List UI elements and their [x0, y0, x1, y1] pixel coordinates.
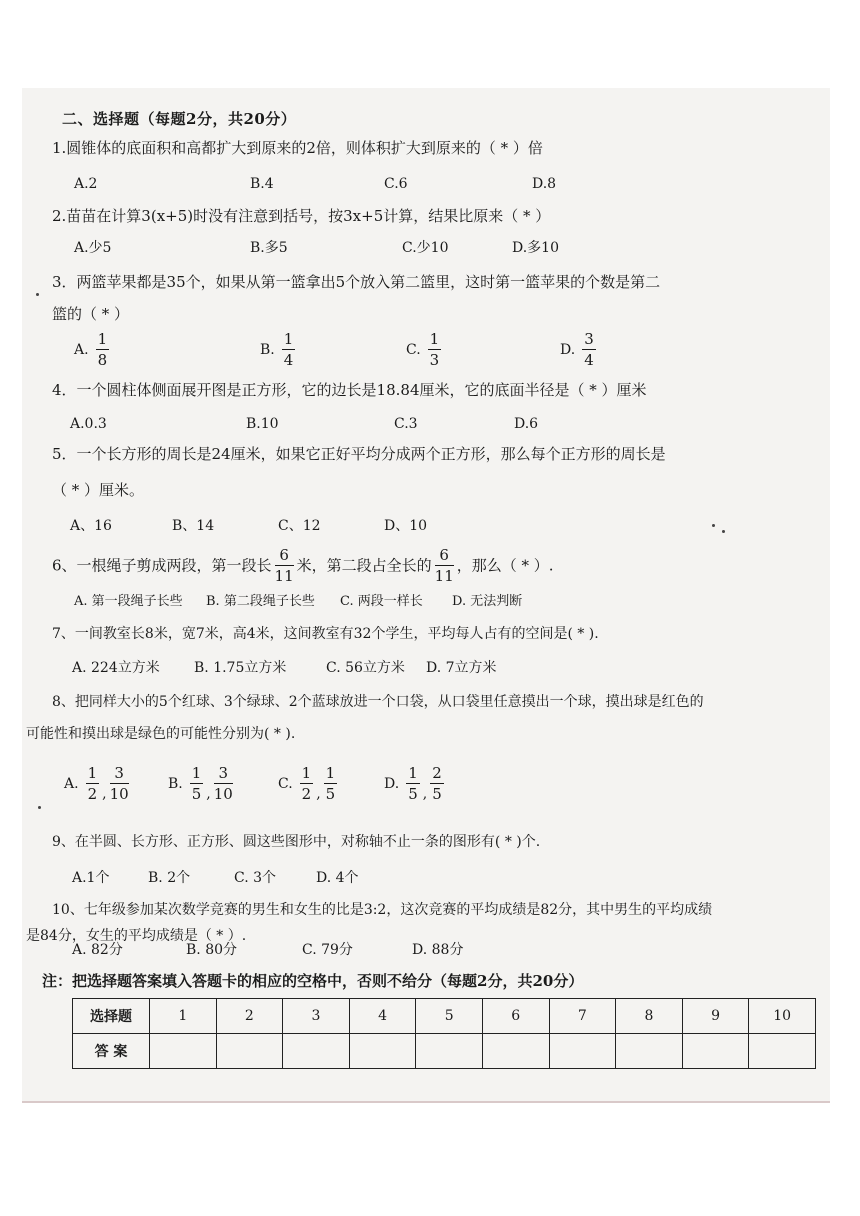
question-10-option-d: D. 88分 [412, 942, 464, 958]
exam-sheet [22, 88, 830, 1103]
fraction-denominator: 5 [191, 785, 202, 803]
fraction [214, 766, 233, 802]
question-7-option-d: D. 7立方米 [426, 660, 497, 676]
question-2-text: 2.苗苗在计算3(x+5)时没有注意到括号，按3x+5计算，结果比原来（ * ） [52, 207, 551, 225]
fraction-numerator: 3 [110, 766, 129, 784]
fraction-numerator: 1 [283, 330, 294, 348]
question-6-option-b: B. 第二段绳子长些 [206, 594, 315, 609]
question-6-option-a: A. 第一段绳子长些 [74, 594, 183, 609]
fraction-numerator: 1 [97, 330, 108, 348]
comma: , [102, 786, 107, 802]
answer-table-col-10: 10 [749, 999, 816, 1034]
answer-cell-10[interactable] [749, 1034, 816, 1069]
answer-table-header-row [73, 999, 816, 1034]
fraction-numerator: 6 [275, 548, 294, 566]
question-6-option-d: D. 无法判断 [452, 594, 523, 609]
comma: , [206, 786, 211, 802]
fraction [435, 548, 454, 584]
question-9-option-b: B. 2个 [148, 870, 191, 886]
scan-speck [722, 530, 725, 533]
question-3-option-a [74, 332, 112, 368]
question-10-option-a: A. 82分 [72, 942, 123, 958]
question-4-option-c: C.3 [394, 416, 418, 432]
fraction-denominator: 3 [429, 351, 440, 369]
answer-cell-8[interactable] [616, 1034, 683, 1069]
option-label: C. [406, 342, 421, 358]
answer-table-col-2: 2 [216, 999, 283, 1034]
fraction-numerator: 2 [432, 764, 442, 782]
answer-table-col-3: 3 [283, 999, 350, 1034]
question-10-option-c: C. 79分 [302, 942, 353, 958]
comma: , [316, 786, 321, 802]
question-7-option-b: B. 1.75立方米 [194, 660, 287, 676]
question-5-option-d: D、10 [384, 518, 428, 534]
question-3-text-line2: 篮的（ * ） [52, 305, 130, 323]
question-3-option-c [406, 332, 444, 368]
answer-cell-5[interactable] [416, 1034, 483, 1069]
fraction-numerator: 1 [325, 764, 336, 782]
question-6-text-b: 米，第二段占全长的 [296, 556, 432, 575]
fraction-denominator: 5 [408, 785, 418, 803]
scan-speck [38, 806, 41, 809]
fraction-numerator: 3 [214, 766, 233, 784]
scan-speck [36, 293, 39, 296]
answer-cell-6[interactable] [482, 1034, 549, 1069]
comma: , [422, 786, 428, 802]
section-title: 二、选择题（每题2分，共20分） [62, 110, 297, 128]
question-4-text: 4．一个圆柱体侧面展开图是正方形，它的边长是18.84厘米，它的底面半径是（ * ）厘米 [52, 381, 647, 399]
option-label: D. [384, 776, 400, 792]
fraction-numerator: 1 [191, 764, 202, 782]
answer-table-col-5: 5 [416, 999, 483, 1034]
option-label: B. [260, 342, 275, 358]
question-3-text-line1: 3．两篮苹果都是35个，如果从第一篮拿出5个放入第二篮里，这时第一篮苹果的个数是第二 [52, 273, 661, 291]
question-8-option-c [278, 766, 340, 802]
question-4-option-b: B.10 [246, 416, 279, 432]
fraction-denominator: 4 [283, 351, 294, 369]
answer-cell-2[interactable] [216, 1034, 283, 1069]
question-8-option-d [384, 766, 447, 802]
question-9-option-a: A.1个 [72, 870, 110, 886]
question-1-option-c: C.6 [384, 176, 408, 192]
answer-note: 注：把选择题答案填入答题卡的相应的空格中，否则不给分（每题2分，共20分） [42, 972, 584, 990]
fraction-denominator: 4 [584, 351, 594, 369]
fraction [110, 766, 129, 802]
question-5-text-line1: 5．一个长方形的周长是24厘米，如果它正好平均分成两个正方形，那么每个正方形的周长是 [52, 445, 666, 463]
fraction [86, 766, 100, 802]
fraction-denominator: 8 [97, 351, 108, 369]
question-8-text-line2: 可能性和摸出球是绿色的可能性分别为( * ). [26, 726, 296, 742]
option-label: C. [278, 776, 293, 792]
scan-speck [712, 524, 715, 527]
answer-cell-1[interactable] [150, 1034, 217, 1069]
question-8-option-a [64, 766, 132, 802]
answer-cell-7[interactable] [549, 1034, 616, 1069]
fraction-numerator: 1 [87, 764, 98, 782]
fraction-denominator: 10 [109, 785, 129, 803]
answer-cell-3[interactable] [283, 1034, 350, 1069]
question-3-option-b [260, 332, 298, 368]
answer-table-col-7: 7 [549, 999, 616, 1034]
question-5-text-line2: （ * ）厘米。 [52, 481, 145, 499]
question-4-option-a: A.0.3 [70, 416, 107, 432]
question-7-text: 7、一间教室长8米，宽7米，高4米，这间教室有32个学生，平均每人占有的空间是( * ). [52, 626, 599, 642]
question-1-option-a: A.2 [74, 176, 98, 192]
question-7-option-a: A. 224立方米 [72, 660, 160, 676]
fraction-denominator: 11 [274, 567, 294, 585]
question-5-option-a: A、16 [70, 518, 112, 534]
answer-table-col-8: 8 [616, 999, 683, 1034]
question-1-option-d: D.8 [532, 176, 557, 192]
question-9-option-c: C. 3个 [234, 870, 277, 886]
fraction-numerator: 1 [301, 764, 312, 782]
question-3-option-d [560, 332, 599, 368]
question-9-option-d: D. 4个 [316, 870, 359, 886]
question-2-option-a: A.少5 [74, 240, 112, 256]
fraction [406, 766, 420, 802]
fraction [324, 766, 338, 802]
question-10-text-line1: 10、七年级参加某次数学竞赛的男生和女生的比是3:2，这次竞赛的平均成绩是82分，其中男生的平均成绩 [52, 902, 713, 918]
fraction [275, 548, 294, 584]
fraction-denominator: 5 [432, 785, 442, 803]
question-5-option-b: B、14 [172, 518, 215, 534]
option-label: A. [74, 342, 89, 358]
question-6-option-c: C. 两段一样长 [340, 594, 423, 609]
fraction-numerator: 3 [584, 330, 594, 348]
option-label: B. [168, 776, 183, 792]
question-8-option-b [168, 766, 236, 802]
question-9-text: 9、在半圆、长方形、正方形、圆这些图形中，对称轴不止一条的图形有( * )个. [52, 834, 541, 850]
question-10-option-b: B. 80分 [186, 942, 238, 958]
question-4-option-d: D.6 [514, 416, 539, 432]
fraction-denominator: 5 [325, 785, 336, 803]
answer-table [72, 998, 816, 1069]
question-1-text: 1.圆锥体的底面积和高都扩大到原来的2倍，则体积扩大到原来的（ * ）倍 [52, 139, 543, 157]
fraction [430, 766, 444, 802]
answer-table-answer-label: 答 案 [73, 1034, 150, 1069]
question-2-option-d: D.多10 [512, 240, 559, 256]
answer-table-row-label: 选择题 [73, 999, 150, 1034]
fraction [582, 332, 596, 368]
fraction-denominator: 11 [434, 567, 454, 585]
answer-cell-9[interactable] [682, 1034, 749, 1069]
question-5-option-c: C、12 [278, 518, 321, 534]
fraction-denominator: 10 [213, 785, 233, 803]
question-6-text-a: 6、一根绳子剪成两段，第一段长 [52, 556, 272, 575]
question-6-text [52, 548, 554, 584]
answer-table-col-1: 1 [150, 999, 217, 1034]
question-8-text-line1: 8、把同样大小的5个红球、3个绿球、2个蓝球放进一个口袋，从口袋里任意摸出一个球，摸出球是红色的 [52, 694, 704, 710]
answer-table-col-6: 6 [482, 999, 549, 1034]
fraction [428, 332, 442, 368]
answer-table-col-9: 9 [682, 999, 749, 1034]
question-2-option-b: B.多5 [250, 240, 288, 256]
question-10-text-line2: 是84分，女生的平均成绩是（ * ）. [26, 928, 247, 944]
question-2-option-c: C.少10 [402, 240, 449, 256]
fraction [282, 332, 296, 368]
question-1-option-b: B.4 [250, 176, 274, 192]
question-6-text-c: ，那么（ * ）. [456, 556, 554, 575]
fraction-denominator: 2 [87, 785, 98, 803]
answer-table-answer-row [73, 1034, 816, 1069]
answer-table-col-4: 4 [349, 999, 416, 1034]
fraction-numerator: 1 [429, 330, 440, 348]
fraction [190, 766, 204, 802]
fraction-numerator: 1 [408, 764, 418, 782]
fraction-denominator: 2 [301, 785, 312, 803]
question-7-option-c: C. 56立方米 [326, 660, 405, 676]
answer-cell-4[interactable] [349, 1034, 416, 1069]
option-label: A. [64, 776, 79, 792]
fraction-numerator: 6 [435, 548, 454, 566]
fraction [96, 332, 110, 368]
fraction [300, 766, 314, 802]
option-label: D. [560, 342, 576, 358]
exam-page [22, 88, 830, 1103]
